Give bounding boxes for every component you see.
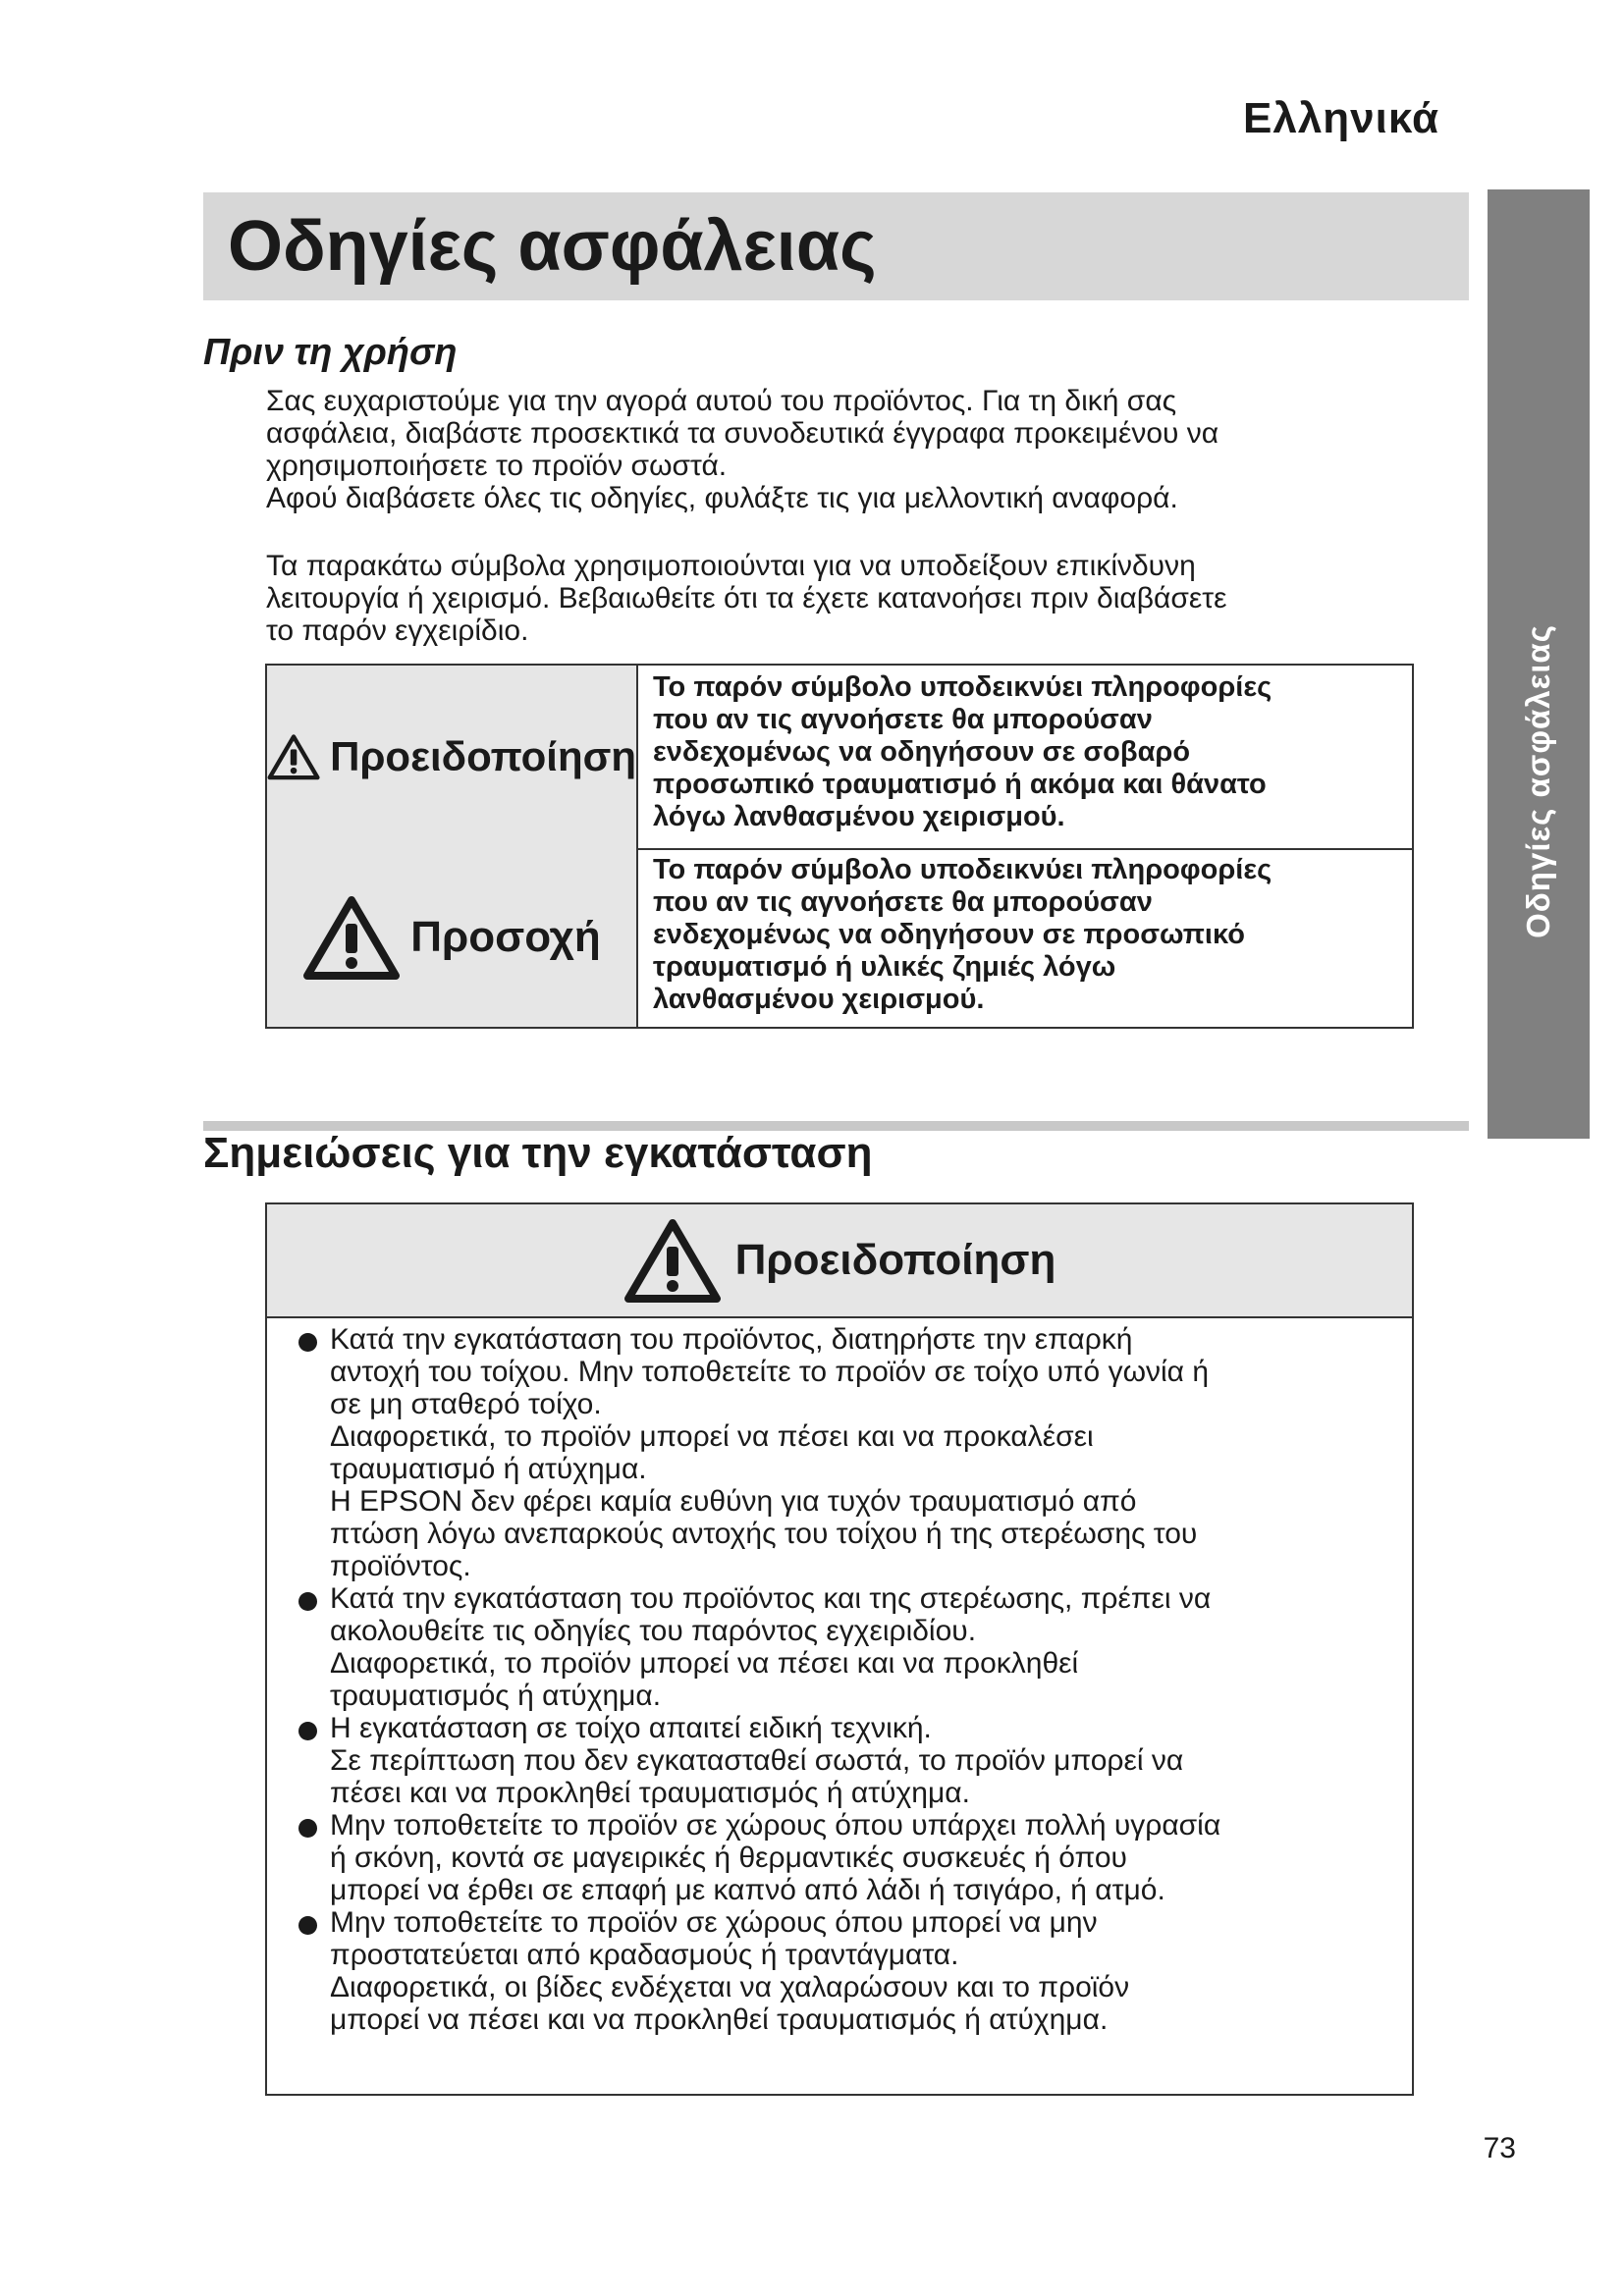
bullet-line: Μην τοποθετείτε το προϊόν σε χώρους όπου μπορεί να μην <box>330 1906 1098 1939</box>
bullet-line: τραυματισμός ή ατύχημα. <box>330 1680 662 1712</box>
installation-heading: Σημειώσεις για την εγκατάσταση <box>203 1129 873 1177</box>
bullet-line: Μην τοποθετείτε το προϊόν σε χώρους όπου υπάρχει πολλή υγρασία <box>330 1809 1221 1842</box>
bullet-line: μπορεί να έρθει σε επαφή με καπνό από λάδι ή τσιγάρο, ή ατμό. <box>330 1874 1165 1906</box>
symbols-line: λειτουργία ή χειρισμό. Βεβαιωθείτε ότι τα έχετε κατανοήσει πριν διαβάσετε <box>266 582 1227 614</box>
intro-line: χρησιμοποιήσετε το προϊόν σωστά. <box>266 450 728 482</box>
description-line: Το παρόν σύμβολο υποδεικνύει πληροφορίες <box>653 671 1272 703</box>
bullet-line: τραυματισμό ή ατύχημα. <box>330 1453 647 1485</box>
installation-bullet-list <box>297 1323 1396 2036</box>
before-use-heading: Πριν τη χρήση <box>203 332 458 373</box>
description-line: λανθασμένου χειρισμού. <box>653 984 985 1015</box>
list-item <box>297 1906 1396 2036</box>
description-line: που αν τις αγνοήσετε θα μπορούσαν <box>653 704 1153 735</box>
bullet-line: ακολουθείτε τις οδηγίες του παρόντος εγχειριδίου. <box>330 1615 977 1647</box>
symbol-description <box>653 671 1409 833</box>
description-line: τραυματισμό ή υλικές ζημιές λόγω <box>653 951 1116 983</box>
warning-triangle-icon <box>623 1217 722 1304</box>
symbol-row-caution <box>267 848 1412 1027</box>
symbols-line: το παρόν εγχειρίδιο. <box>266 614 529 647</box>
intro-line: Σας ευχαριστούμε για την αγορά αυτού του προϊόντος. Για τη δική σας <box>266 385 1177 417</box>
intro-line: ασφάλεια, διαβάστε προσεκτικά τα συνοδευτικά έγγραφα προκειμένου να <box>266 417 1219 450</box>
bullet-line: Διαφορετικά, το προϊόν μπορεί να πέσει και να προκληθεί <box>330 1647 1079 1680</box>
side-tab <box>1488 189 1590 1139</box>
description-line: ενδεχομένως να οδηγήσουν σε προσωπικό <box>653 919 1245 950</box>
bullet-line: Κατά την εγκατάσταση του προϊόντος, διατηρήστε την επαρκή <box>330 1323 1133 1356</box>
page-title: Οδηγίες ασφάλειας <box>228 207 877 286</box>
symbol-description <box>653 854 1409 1016</box>
list-item <box>297 1582 1396 1712</box>
symbol-label: Προειδοποίηση <box>330 733 636 779</box>
bullet-line: πτώση λόγω ανεπαρκούς αντοχής του τοίχου ή της στερέωσης του <box>330 1518 1198 1550</box>
title-bar <box>203 192 1469 300</box>
description-line: ενδεχομένως να οδηγήσουν σε σοβαρό <box>653 736 1191 768</box>
bullet-line: ή σκόνη, κοντά σε μαγειρικές ή θερμαντικές συσκευές ή όπου <box>330 1842 1127 1874</box>
bullet-line: σε μη σταθερό τοίχο. <box>330 1388 602 1420</box>
symbol-table <box>265 664 1414 1029</box>
warning-box-header <box>267 1204 1412 1318</box>
warning-box-title: Προειδοποίηση <box>734 1236 1056 1284</box>
description-line: λόγω λανθασμένου χειρισμού. <box>653 801 1065 832</box>
symbol-row-warning <box>267 666 1412 850</box>
description-line: προσωπικό τραυματισμό ή ακόμα και θάνατο <box>653 769 1267 800</box>
list-item <box>297 1323 1396 1582</box>
installation-warning-box <box>265 1202 1414 2096</box>
list-item <box>297 1712 1396 1809</box>
intro-paragraph <box>266 385 1474 514</box>
description-line: που αν τις αγνοήσετε θα μπορούσαν <box>653 886 1153 918</box>
intro-line: Αφού διαβάσετε όλες τις οδηγίες, φυλάξτε τις για μελλοντική αναφορά. <box>266 482 1178 514</box>
bullet-line: Διαφορετικά, το προϊόν μπορεί να πέσει και να προκαλέσει <box>330 1420 1094 1453</box>
symbol-label: Προσοχή <box>410 913 601 961</box>
language-label: Ελληνικά <box>1243 94 1439 142</box>
symbol-label-cell <box>267 848 638 1027</box>
list-item <box>297 1809 1396 1906</box>
bullet-line: αντοχή του τοίχου. Μην τοποθετείτε το προϊόν σε τοίχο υπό γωνία ή <box>330 1356 1210 1388</box>
caution-triangle-icon <box>302 894 401 981</box>
side-tab-label: Οδηγίες ασφάλειας <box>1520 624 1556 938</box>
symbols-paragraph <box>266 550 1474 647</box>
bullet-line: μπορεί να πέσει και να προκληθεί τραυματισμός ή ατύχημα. <box>330 2003 1109 2036</box>
bullet-line: πέσει και να προκληθεί τραυματισμός ή ατύχημα. <box>330 1777 970 1809</box>
warning-triangle-icon <box>267 714 320 800</box>
bullet-line: Σε περίπτωση που δεν εγκατασταθεί σωστά, το προϊόν μπορεί να <box>330 1744 1184 1777</box>
description-line: Το παρόν σύμβολο υποδεικνύει πληροφορίες <box>653 854 1272 885</box>
bullet-line: προστατεύεται από κραδασμούς ή τραντάγματα. <box>330 1939 959 1971</box>
bullet-line: Η EPSON δεν φέρει καμία ευθύνη για τυχόν τραυματισμό από <box>330 1485 1137 1518</box>
bullet-line: Διαφορετικά, οι βίδες ενδέχεται να χαλαρώσουν και το προϊόν <box>330 1971 1130 2003</box>
bullet-line: Η εγκατάσταση σε τοίχο απαιτεί ειδική τεχνική. <box>330 1712 932 1744</box>
bullet-line: Κατά την εγκατάσταση του προϊόντος και της στερέωσης, πρέπει να <box>330 1582 1212 1615</box>
bullet-line: προϊόντος. <box>330 1550 471 1582</box>
symbols-line: Τα παρακάτω σύμβολα χρησιμοποιούνται για να υποδείξουν επικίνδυνη <box>266 550 1196 582</box>
symbol-label-cell <box>267 666 638 848</box>
page-number: 73 <box>1483 2132 1516 2164</box>
